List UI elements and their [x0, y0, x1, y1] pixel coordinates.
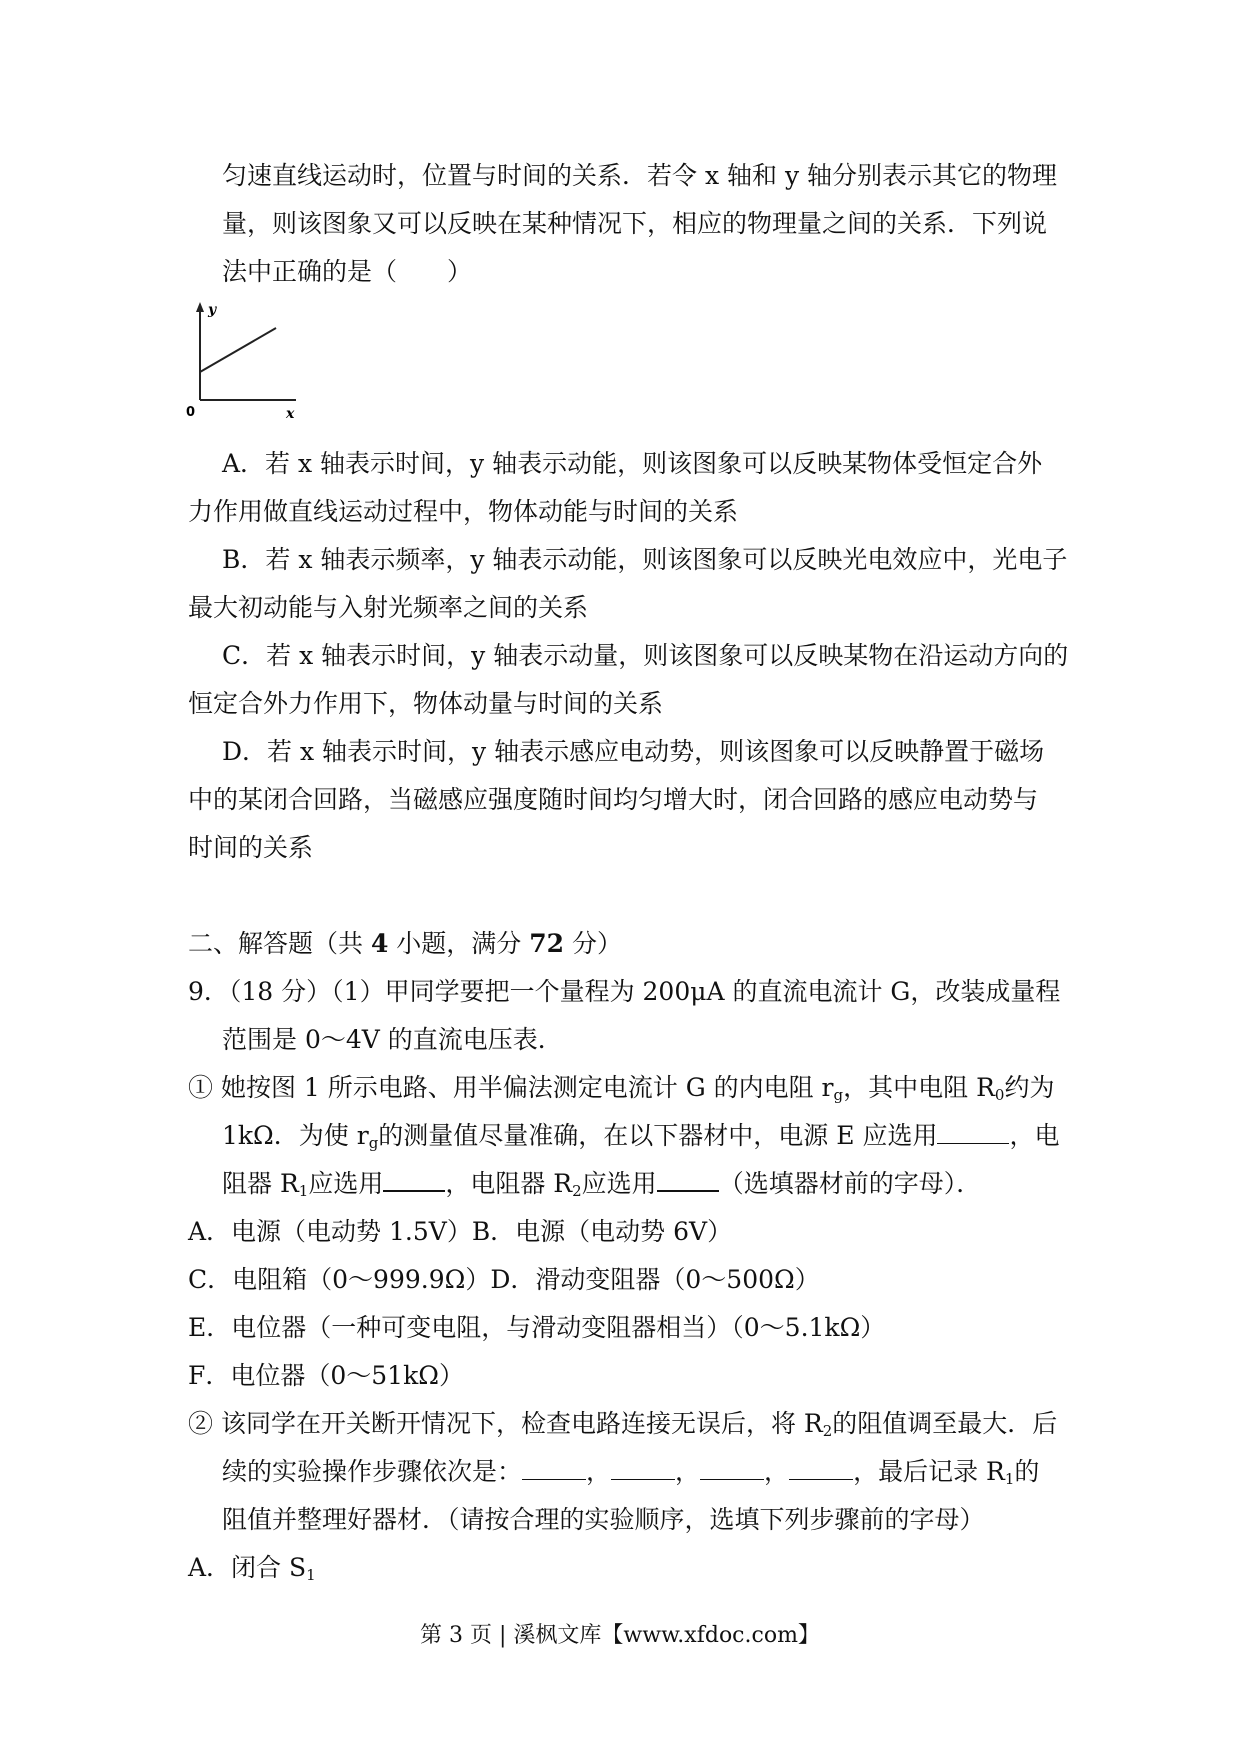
answer-blank-r2[interactable] — [657, 1170, 719, 1192]
q9-option-e: E．电位器（一种可变电阻，与滑动变阻器相当）（0～5.1kΩ） — [188, 1313, 886, 1342]
q9-line-2: 范围是 0～4V 的直流电压表． — [222, 1025, 563, 1054]
total-score: 72 — [529, 929, 565, 958]
q8-option-d-line-2: 中的某闭合回路，当磁感应强度随时间均匀增大时，闭合回路的感应电动势与 — [188, 785, 1039, 814]
answer-blank-step-2[interactable] — [611, 1459, 675, 1480]
q8-option-a-line-2: 力作用做直线运动过程中，物体动能与时间的关系 — [188, 497, 739, 526]
q9-step-a: A．闭合 $S_1$ — [188, 1553, 316, 1584]
q8-option-c-line-1: C．若 x 轴表示时间，y 轴表示动量，则该图象可以反映某物在沿运动方向的 — [222, 641, 1069, 670]
x-axis-label: x — [286, 406, 295, 420]
q8-option-b-line-1: B．若 x 轴表示频率，y 轴表示动能，则该图象可以反映光电效应中，光电子 — [222, 545, 1068, 574]
q8-option-c-line-2: 恒定合外力作用下，物体动量与时间的关系 — [188, 689, 664, 718]
q8-option-a-line-1: A．若 x 轴表示时间，y 轴表示动能，则该图象可以反映某物体受恒定合外 — [222, 449, 1043, 478]
page-footer: 第 3 页 | 溪枫文库【www.xfdoc.com】 — [420, 1623, 820, 1648]
q9-option-f: F．电位器（0～51kΩ） — [188, 1361, 464, 1390]
q8-stem-line-2: 量，则该图象又可以反映在某种情况下，相应的物理量之间的关系．下列说 — [222, 209, 1048, 238]
q9-part1-line-2: 1kΩ．为使 $r_g$的测量值尽量准确，在以下器材中，电源 E 应选用 ，电 — [222, 1121, 1060, 1152]
answer-blank-step-1[interactable] — [522, 1459, 586, 1480]
q8-stem-line-3: 法中正确的是（ ） — [222, 257, 473, 286]
line-graph-figure — [186, 300, 306, 420]
graph-line — [200, 328, 276, 372]
q8-stem-line-1: 匀速直线运动时，位置与时间的关系．若令 x 轴和 y 轴分别表示其它的物理 — [222, 161, 1058, 190]
answer-blank-power-source[interactable] — [937, 1123, 1009, 1144]
answer-blank-r1[interactable] — [383, 1170, 445, 1192]
q9-part2-line-2: 续的实验操作步骤依次是： ， ， ， ，最后记录 $R_1$的 — [222, 1457, 1040, 1488]
q9-part2-line-1: ② 该同学在开关断开情况下，检查电路连接无误后，将 $R_2$的阻值调至最大．后 — [188, 1409, 1058, 1440]
q9-part1-line-1: ① 她按图 1 所示电路、用半偏法测定电流计 G 的内电阻 $r_g$，其中电阻 $R_0$约为 — [188, 1073, 1055, 1104]
answer-blank-step-3[interactable] — [700, 1459, 764, 1480]
y-axis-arrow — [196, 302, 204, 312]
q9-option-cd: C．电阻箱（0～999.9Ω）D．滑动变阻器（0～500Ω） — [188, 1265, 820, 1294]
section-heading: 二、解答题（共 4 小题，满分 72 分） — [188, 929, 623, 958]
question-count: 4 — [370, 929, 389, 958]
q9-option-ab: A．电源（电动势 1.5V）B．电源（电动势 6V） — [188, 1217, 733, 1246]
q8-option-d-line-3: 时间的关系 — [188, 833, 314, 862]
q9-part2-line-3: 阻值并整理好器材．（请按合理的实验顺序，选填下列步骤前的字母） — [222, 1505, 985, 1534]
q9-line-1: 9．（18 分）（1）甲同学要把一个量程为 200μA 的直流电流计 G，改装成量程 — [188, 977, 1061, 1006]
q8-option-d-line-1: D．若 x 轴表示时间，y 轴表示感应电动势，则该图象可以反映静置于磁场 — [222, 737, 1045, 766]
answer-blank-step-4[interactable] — [789, 1459, 853, 1480]
q8-option-b-line-2: 最大初动能与入射光频率之间的关系 — [188, 593, 589, 622]
q9-part1-line-3: 阻器 $R_1$应选用 ，电阻器 $R_2$应选用 （选填器材前的字母）． — [222, 1169, 982, 1200]
y-axis-label: y — [208, 302, 217, 318]
origin-label: 0 — [186, 405, 196, 420]
